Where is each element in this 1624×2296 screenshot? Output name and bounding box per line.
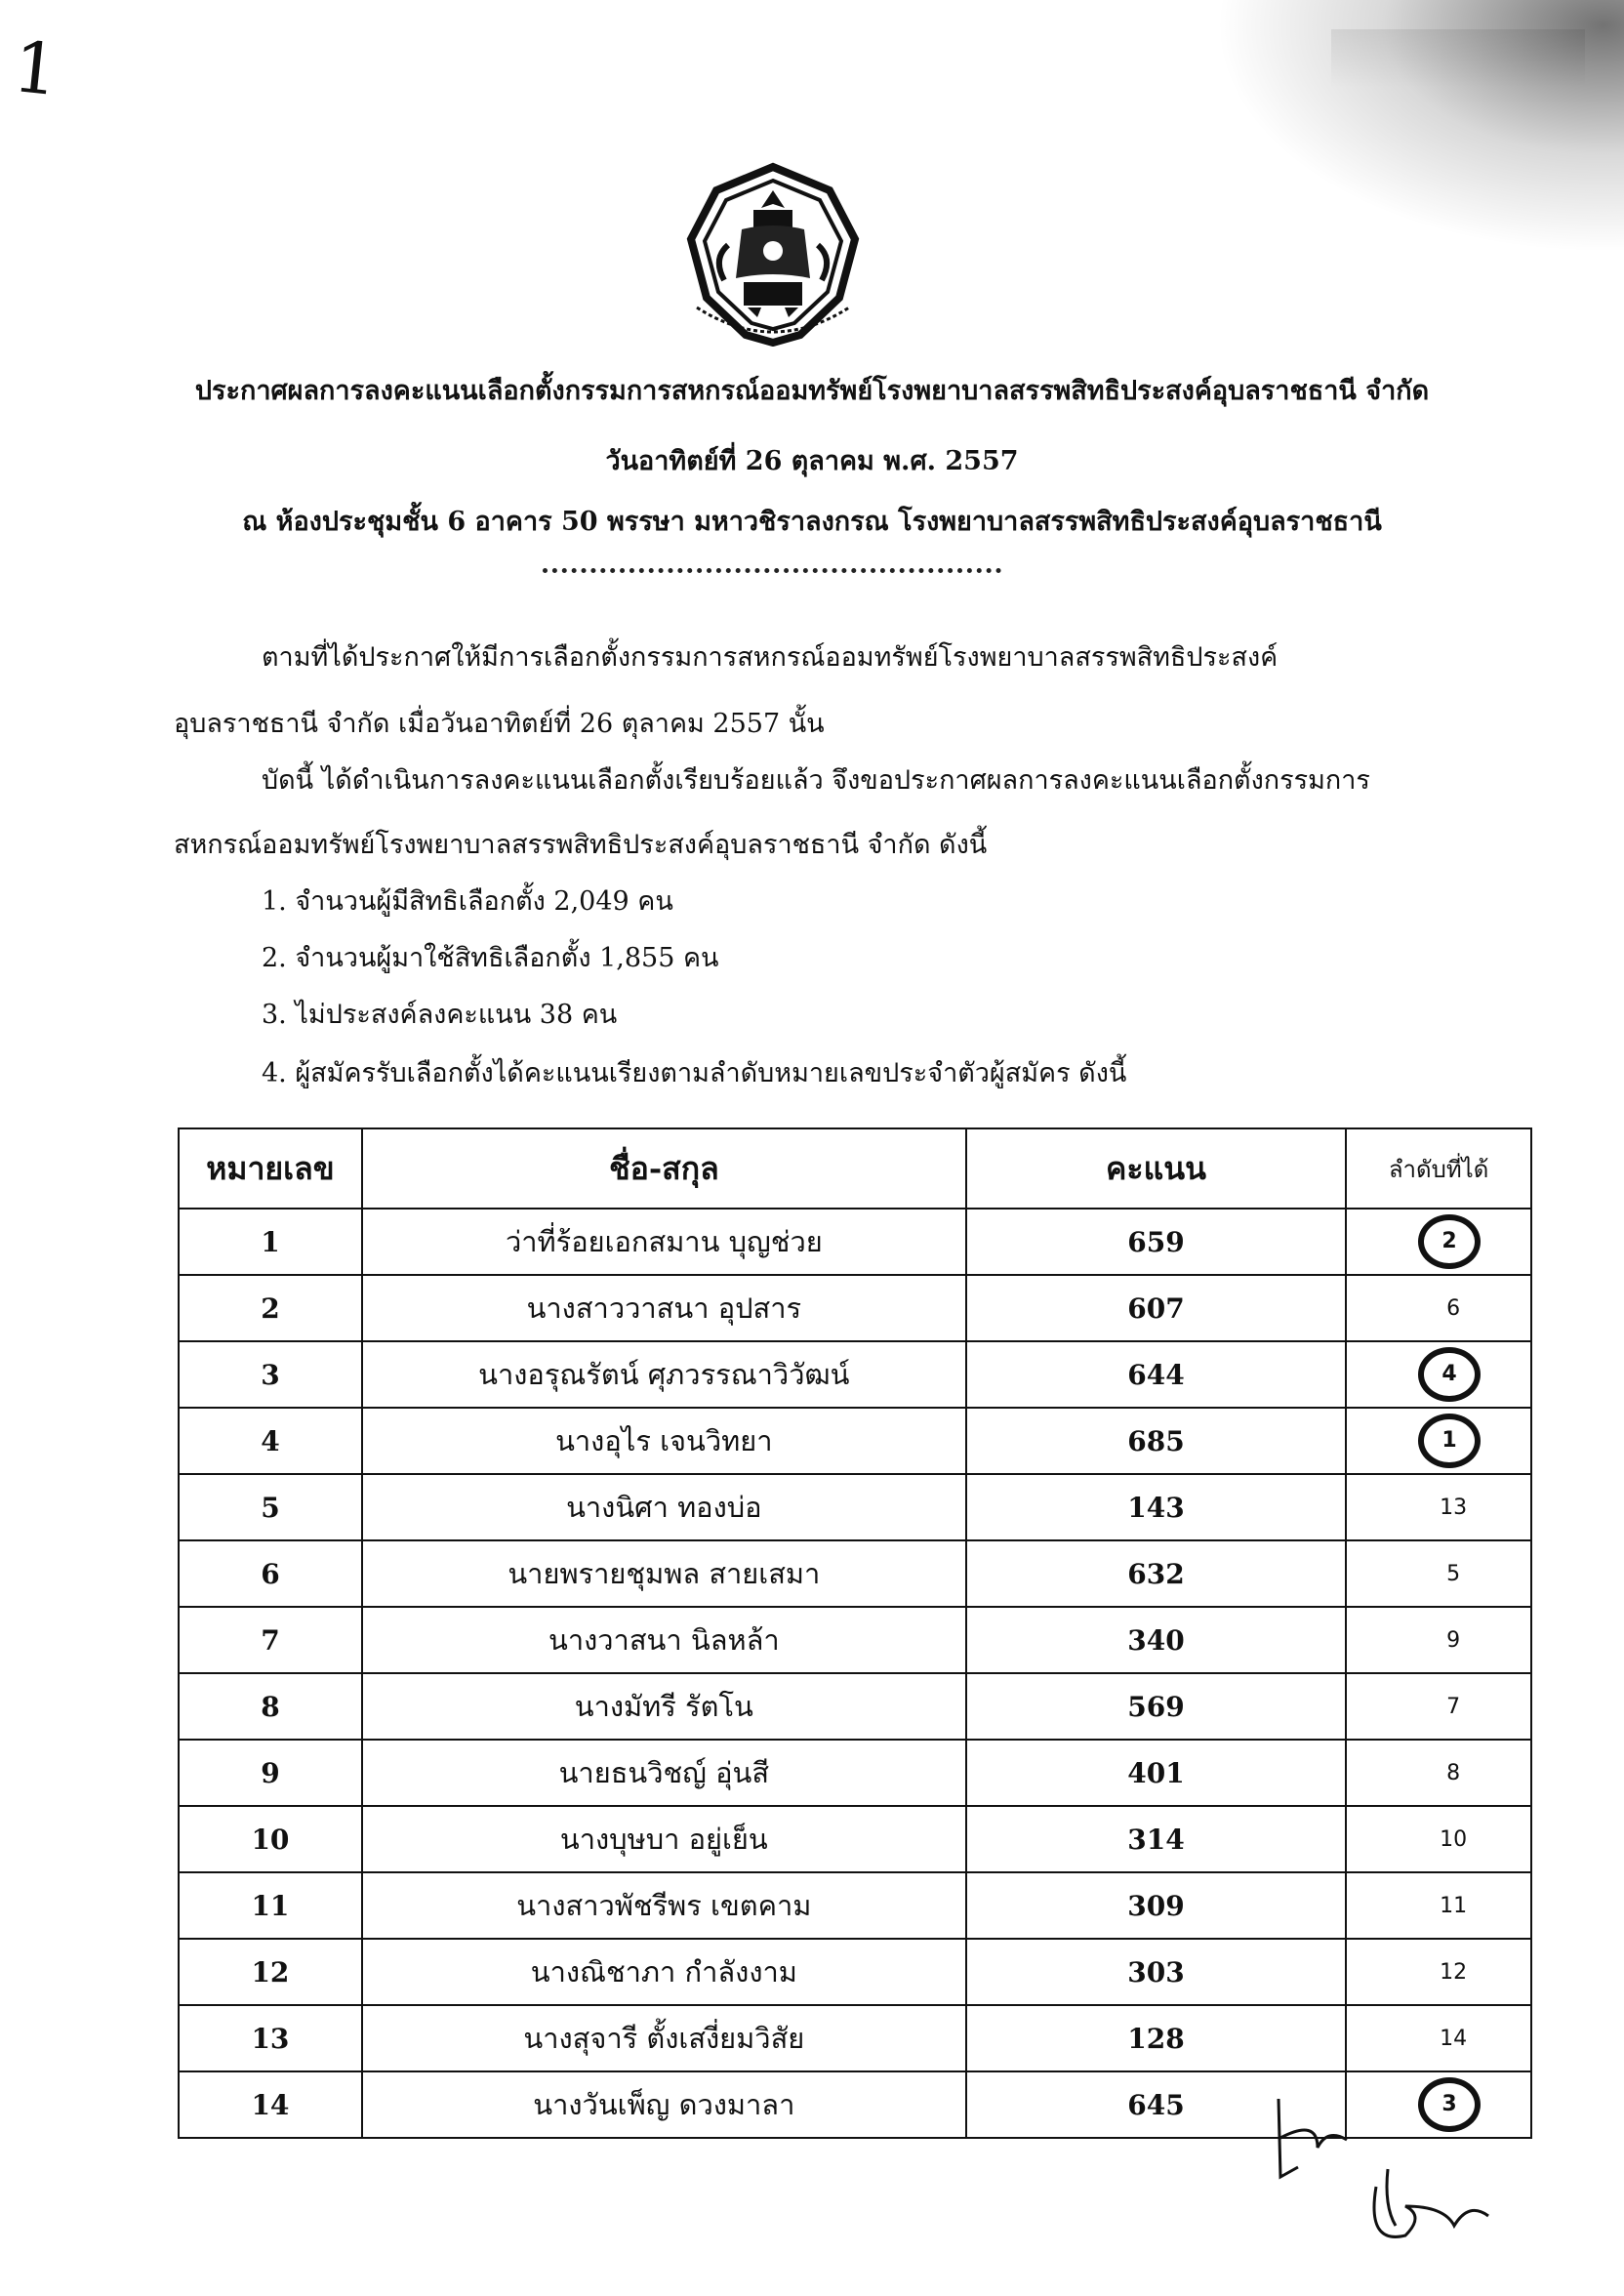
cell-number: 11 xyxy=(179,1872,362,1939)
cell-number: 4 xyxy=(179,1408,362,1474)
result-paragraph-line2: สหกรณ์ออมทรัพย์โรงพยาบาลสรรพสิทธิประสงค์อุบลราชธานี จำกัด ดังนี้ xyxy=(174,830,988,860)
cell-number: 6 xyxy=(179,1540,362,1607)
list-item: 2. จำนวนผู้มาใช้สิทธิเลือกตั้ง 1,855 คน xyxy=(262,943,719,973)
announcement-title: ประกาศผลการลงคะแนนเลือกตั้งกรรมการสหกรณ์ออมทรัพย์โรงพยาบาลสรรพสิทธิประสงค์อุบลราชธานี จำกัด xyxy=(194,376,1430,406)
cell-number: 1 xyxy=(179,1209,362,1275)
cell-name: นางอุไร เจนวิทยา xyxy=(362,1408,966,1474)
table-row xyxy=(179,1540,1531,1607)
cell-score: 685 xyxy=(966,1408,1346,1474)
table-row xyxy=(179,1872,1531,1939)
table-row xyxy=(179,1607,1531,1673)
cell-score: 659 xyxy=(966,1209,1346,1275)
table-row xyxy=(179,1408,1531,1474)
cell-name: นายธนวิชญ์ อุ่นสี xyxy=(362,1740,966,1806)
rank-mark: 7 xyxy=(1446,1694,1461,1719)
circled-rank-mark: 2 xyxy=(1418,1214,1481,1269)
cell-rank xyxy=(1346,1408,1531,1474)
column-header-name: ชื่อ-สกุล xyxy=(362,1128,966,1209)
intro-paragraph-line2: อุบลราชธานี จำกัด เมื่อวันอาทิตย์ที่ 26 ตุลาคม 2557 นั้น xyxy=(174,709,825,739)
cell-number: 10 xyxy=(179,1806,362,1872)
announcement-venue: ณ ห้องประชุมชั้น 6 อาคาร 50 พรรษา มหาวชิราลงกรณ โรงพยาบาลสรรพสิทธิประสงค์อุบลราชธานี xyxy=(242,507,1382,537)
rank-mark: 6 xyxy=(1446,1295,1461,1321)
table-row xyxy=(179,1474,1531,1540)
cell-rank xyxy=(1346,1939,1531,2005)
cell-name: นางอรุณรัตน์ ศุภวรรณาวิวัฒน์ xyxy=(362,1341,966,1408)
cell-number: 9 xyxy=(179,1740,362,1806)
election-results-table xyxy=(178,1128,1532,2139)
table-header-row xyxy=(179,1128,1531,1209)
cell-score: 632 xyxy=(966,1540,1346,1607)
cell-rank xyxy=(1346,1740,1531,1806)
column-header-score: คะแนน xyxy=(966,1128,1346,1209)
cell-rank xyxy=(1346,1607,1531,1673)
cell-score: 303 xyxy=(966,1939,1346,2005)
rank-mark: 12 xyxy=(1440,1959,1468,1985)
dotted-divider xyxy=(543,568,1001,573)
circled-rank-mark: 3 xyxy=(1418,2077,1481,2132)
intro-paragraph-line1: ตามที่ได้ประกาศให้มีการเลือกตั้งกรรมการสหกรณ์ออมทรัพย์โรงพยาบาลสรรพสิทธิประสงค์ xyxy=(262,642,1279,673)
cell-name: นางวาสนา นิลหล้า xyxy=(362,1607,966,1673)
cell-score: 309 xyxy=(966,1872,1346,1939)
cell-score: 340 xyxy=(966,1607,1346,1673)
table-row xyxy=(179,1209,1531,1275)
cooperative-emblem-logo xyxy=(683,161,864,347)
cell-number: 12 xyxy=(179,1939,362,2005)
cell-score: 607 xyxy=(966,1275,1346,1341)
cell-number: 2 xyxy=(179,1275,362,1341)
cell-score: 128 xyxy=(966,2005,1346,2071)
cell-number: 13 xyxy=(179,2005,362,2071)
rank-mark: 10 xyxy=(1440,1826,1468,1852)
table-row xyxy=(179,1740,1531,1806)
cell-name: นางบุษบา อยู่เย็น xyxy=(362,1806,966,1872)
cell-name: นางนิศา ทองบ่อ xyxy=(362,1474,966,1540)
cell-score: 143 xyxy=(966,1474,1346,1540)
cell-name: นางสาววาสนา อุปสาร xyxy=(362,1275,966,1341)
scan-shadow-streak xyxy=(1331,29,1585,88)
cell-rank xyxy=(1346,1341,1531,1408)
cell-score: 569 xyxy=(966,1673,1346,1740)
cell-rank xyxy=(1346,1806,1531,1872)
cell-rank xyxy=(1346,1275,1531,1341)
cell-name: นางสาวพัชรีพร เขตคาม xyxy=(362,1872,966,1939)
rank-mark: 11 xyxy=(1440,1893,1468,1918)
cell-number: 5 xyxy=(179,1474,362,1540)
handwritten-signature xyxy=(1259,2079,1503,2255)
cell-rank xyxy=(1346,1673,1531,1740)
cell-score: 644 xyxy=(966,1341,1346,1408)
list-item: 1. จำนวนผู้มีสิทธิเลือกตั้ง 2,049 คน xyxy=(262,886,673,917)
cell-rank xyxy=(1346,1540,1531,1607)
cell-number: 3 xyxy=(179,1341,362,1408)
rank-mark: 13 xyxy=(1440,1495,1468,1520)
table-row xyxy=(179,1806,1531,1872)
announcement-date: วันอาทิตย์ที่ 26 ตุลาคม พ.ศ. 2557 xyxy=(605,446,1019,476)
list-item: 3. ไม่ประสงค์ลงคะแนน 38 คน xyxy=(262,1000,618,1030)
table-row xyxy=(179,2005,1531,2071)
column-header-rank: ลำดับที่ได้ xyxy=(1346,1128,1531,1209)
circled-rank-mark: 1 xyxy=(1418,1414,1481,1468)
rank-mark: 5 xyxy=(1446,1561,1461,1586)
cell-number: 8 xyxy=(179,1673,362,1740)
list-item: 4. ผู้สมัครรับเลือกตั้งได้คะแนนเรียงตามลำดับหมายเลขประจำตัวผู้สมัคร ดังนี้ xyxy=(262,1058,1127,1088)
cell-score: 314 xyxy=(966,1806,1346,1872)
cell-rank xyxy=(1346,1872,1531,1939)
cell-rank xyxy=(1346,1209,1531,1275)
cell-rank xyxy=(1346,2005,1531,2071)
cell-name: นางสุจารี ตั้งเสงี่ยมวิสัย xyxy=(362,2005,966,2071)
cell-score: 401 xyxy=(966,1740,1346,1806)
rank-mark: 9 xyxy=(1446,1627,1461,1653)
cell-name: นางณิชาภา กำลังงาม xyxy=(362,1939,966,2005)
cell-rank xyxy=(1346,1474,1531,1540)
rank-mark: 8 xyxy=(1446,1760,1461,1785)
circled-rank-mark: 4 xyxy=(1418,1347,1481,1402)
table-row xyxy=(179,1673,1531,1740)
table-row xyxy=(179,1341,1531,1408)
cell-name: นายพรายชุมพล สายเสมา xyxy=(362,1540,966,1607)
page-marker: 1 xyxy=(9,24,63,112)
table-row xyxy=(179,1939,1531,2005)
cell-number: 7 xyxy=(179,1607,362,1673)
cell-score: 645 xyxy=(966,2071,1346,2138)
table-row xyxy=(179,1275,1531,1341)
result-paragraph-line1: บัดนี้ ได้ดำเนินการลงคะแนนเลือกตั้งเรียบร้อยแล้ว จึงขอประกาศผลการลงคะแนนเลือกตั้งกรรมการ xyxy=(262,765,1370,796)
rank-mark: 14 xyxy=(1440,2026,1468,2051)
cell-number: 14 xyxy=(179,2071,362,2138)
column-header-number: หมายเลข xyxy=(179,1128,362,1209)
cell-name: นางวันเพ็ญ ดวงมาลา xyxy=(362,2071,966,2138)
cell-name: นางมัทรี รัตโน xyxy=(362,1673,966,1740)
cell-name: ว่าที่ร้อยเอกสมาน บุญช่วย xyxy=(362,1209,966,1275)
